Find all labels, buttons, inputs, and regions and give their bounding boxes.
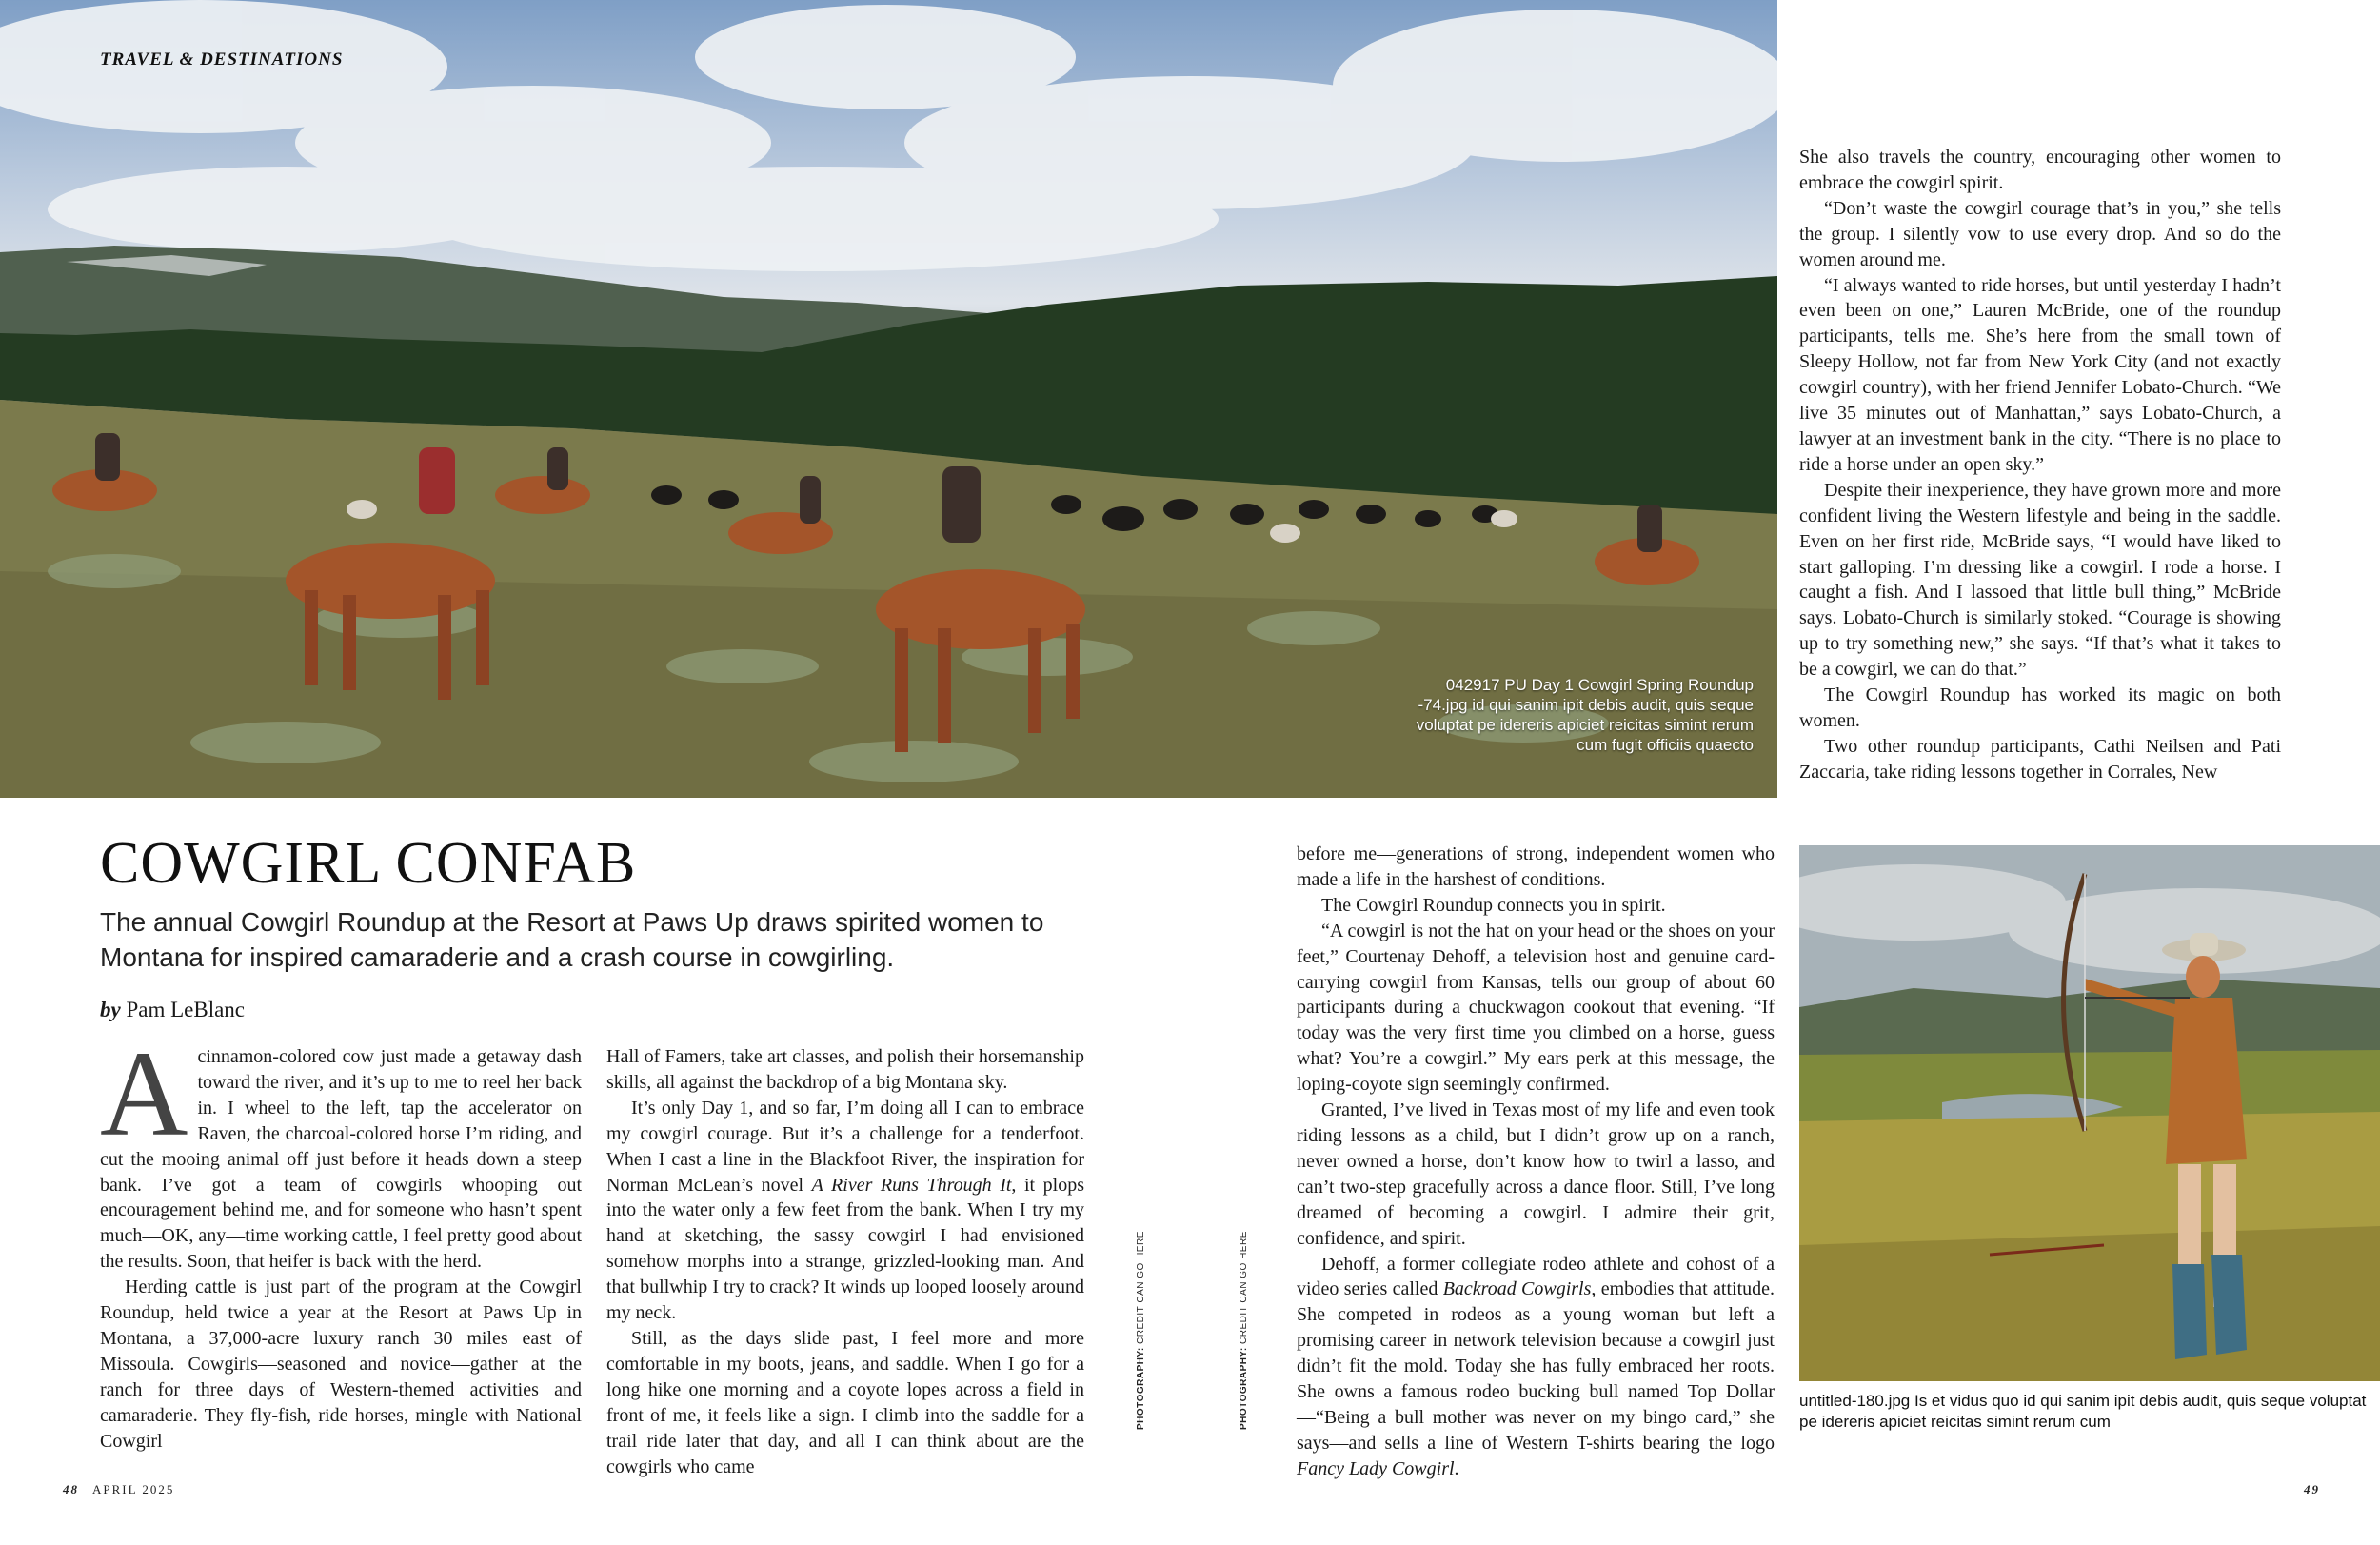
byline-name: Pam LeBlanc bbox=[126, 998, 246, 1021]
body-paragraph: before me—generations of strong, independent women who made a life in the harshest of conditions. bbox=[1297, 843, 1775, 890]
body-paragraph: “I always wanted to ride horses, but until yesterday I hadn’t even been on one,” Lauren McBride, one of the roundup participants, tells me. She’s here from the small town of Sleepy Hollow, not far from New York City (and not exactly cowgirl country), with her friend Jennifer Lobato-Church. “We live 35 minutes out of Manhattan,” says Lobato-Church, a lawyer at an investment bank in the city. “There is no place to ride a horse under an open sky.” bbox=[1799, 274, 2281, 475]
body-paragraph: Still, as the days slide past, I feel more and more comfortable in my boots, jeans, and saddle. When I go for a long hike one morning and a coyote lopes across a field in front of me, it feels like a sign. I climb into the saddle for a trail ride later that day, and all I can think about are the cowgirls who came bbox=[606, 1327, 1084, 1477]
body-column-3 bbox=[1297, 842, 1775, 1482]
book-title: A River Runs Through It bbox=[811, 1174, 1012, 1196]
archery-photo-caption: untitled-180.jpg Is et vidus quo id qui sanim ipit debis audit, quis seque voluptat pe idereris apiciet reicitas simint rerum cum bbox=[1799, 1392, 2367, 1431]
page-number-right: 49 bbox=[2304, 1482, 2320, 1496]
body-paragraph: Dehoff, a former collegiate rodeo athlete and cohost of a video series called Backroad Cowgirls, embodies that attitude. She competed in rodeos as a young woman but left a promising career in network television because a cowgirl just didn’t fit the mold. Today she has fully embraced her roots. She owns a famous rodeo bucking bull named Top Dollar—“Being a bull mother was never on my bingo card,” she says—and sells a line of Western T-shirts bearing the logo Fancy Lady Cowgirl. bbox=[1297, 1253, 1775, 1479]
logo-name: Fancy Lady Cowgirl bbox=[1297, 1457, 1455, 1479]
photo-credit-right: PHOTOGRAPHY: CREDIT CAN GO HERE bbox=[1239, 1231, 1249, 1430]
body-paragraph: Acinnamon-colored cow just made a getaway dash toward the river, and it’s up to me to reel her back in. I wheel to the left, tap the accelerator on Raven, the charcoal-colored horse I’m riding, and cut the mooing animal off just before it heads down a steep bank. I’ve got a team of cowgirls whooping out encouragement behind me, and for someone who hasn’t spent much—OK, any—time working cattle, I feel pretty good about the results. Soon, that heifer is back with the herd. bbox=[100, 1026, 582, 1273]
body-paragraph: It’s only Day 1, and so far, I’m doing all I can to embrace my cowgirl courage. But it’s a challenge for a tenderfoot. When I cast a line in the Blackfoot River, the inspiration for Norman McLean’s novel A River Runs Through It, it plops into the water only a few feet from the bank. When I try my hand at sketching, the sassy cowgirl I had envisioned somehow morphs into a strange, grizzled-looking man. And that bullwhip I try to crack? It winds up looped loosely around my neck. bbox=[606, 1097, 1084, 1324]
folio-left bbox=[63, 1482, 174, 1497]
article-headline: COWGIRL CONFAB bbox=[100, 831, 637, 896]
body-paragraph: Granted, I’ve lived in Texas most of my life and even took riding lessons as a child, but I didn’t grow up on a ranch, never owned a horse, don’t know how to twirl a lasso, and can’t two-step gracefully across a dance floor. Still, I’ve long dreamed of becoming a cowgirl. I admire their grit, confidence, and spirit. bbox=[1297, 1099, 1775, 1249]
body-paragraph: Herding cattle is just part of the program at the Cowgirl Roundup, held twice a year at the Resort at Paws Up in Montana, a 37,000-acre luxury ranch 30 miles east of Missoula. Cowgirls—seasoned and novice—gather at the ranch for three days of Western-themed activities and camaraderie. They fly-fish, ride horses, mingle with National Cowgirl bbox=[100, 1277, 582, 1452]
body-paragraph: “A cowgirl is not the hat on your head or the shoes on your feet,” Courtenay Dehoff, a television host and genuine card-carrying cowgirl from Kansas, tells our group of about 60 participants during a chuckwagon cookout that evening. “If today was the very first time you climbed on a horse, guess what? You’re a cowgirl.” My ears perk at this message, the loping-coyote sign seemingly confirmed. bbox=[1297, 920, 1775, 1096]
body-paragraph: Two other roundup participants, Cathi Neilsen and Pati Zaccaria, take riding lessons together in Corrales, New bbox=[1799, 735, 2281, 782]
series-title: Backroad Cowgirls bbox=[1442, 1278, 1592, 1300]
page-number-left: 48 bbox=[63, 1482, 79, 1496]
body-paragraph: The Cowgirl Roundup has worked its magic on both women. bbox=[1799, 684, 2281, 731]
body-paragraph: The Cowgirl Roundup connects you in spirit. bbox=[1321, 894, 1666, 916]
article-dek: The annual Cowgirl Roundup at the Resort at Paws Up draws spirited women to Montana for inspired camaraderie and a crash course in cowgirling. bbox=[100, 907, 1044, 972]
drop-cap: A bbox=[100, 1026, 188, 1161]
body-paragraph: She also travels the country, encouraging other women to embrace the cowgirl spirit. bbox=[1799, 147, 2281, 193]
body-column-1 bbox=[100, 1026, 582, 1455]
section-tag: TRAVEL & DESTINATIONS bbox=[100, 50, 344, 69]
photo-credit-left: PHOTOGRAPHY: CREDIT CAN GO HERE bbox=[1136, 1231, 1146, 1430]
issue-date: APRIL 2025 bbox=[92, 1482, 175, 1496]
archery-photo bbox=[1799, 845, 2380, 1381]
body-column-2 bbox=[606, 1044, 1084, 1479]
body-paragraph: Hall of Famers, take art classes, and polish their horsemanship skills, all against the backdrop of a big Montana sky. bbox=[606, 1046, 1084, 1093]
body-paragraph: “Don’t waste the cowgirl courage that’s in you,” she tells the group. I silently vow to use every drop. And so do the women around me. bbox=[1799, 197, 2281, 270]
byline bbox=[100, 998, 245, 1022]
byline-prefix: by bbox=[100, 998, 121, 1021]
body-column-4 bbox=[1799, 145, 2281, 785]
hero-photo-caption: 042917 PU Day 1 Cowgirl Spring Roundup -74.jpg id qui sanim ipit debis audit, quis seque voluptat pe idereris apiciet reicitas simint rerum cum fugit officiis quaecto bbox=[1416, 676, 1754, 754]
body-paragraph: Despite their inexperience, they have grown more and more confident living the Western lifestyle and being in the saddle. Even on her first ride, McBride says, “I would have liked to start galloping. I’m dressing like a cowgirl. I rode a horse. I caught a fish. And I lassoed that little bull thing,” McBride says. Lobato-Church is similarly stoked. “Courage is showing up to try something new,” she says. “If that’s what it takes to be a cowgirl, we can do that.” bbox=[1799, 479, 2281, 681]
